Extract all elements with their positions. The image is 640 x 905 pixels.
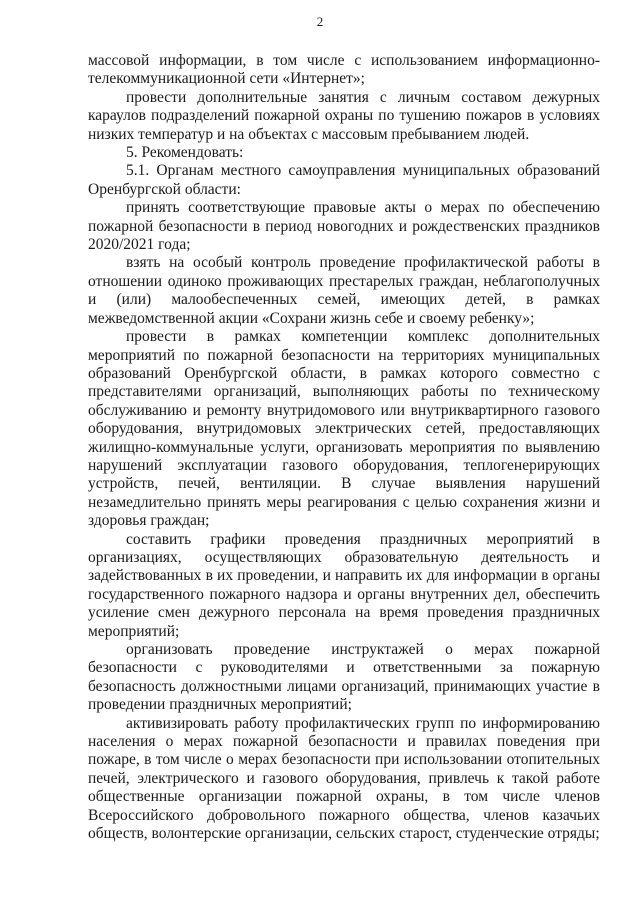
paragraph: провести в рамках компетенции комплекс дополнительных мероприятий по пожарной безопасности на территориях муниципальных образований Оренбургской области, в рамках которого совместно с представителями организаций, выполняющих работы по техническому обслуживанию и ремонту внутридомового или внутриквартирного газового оборудования, внутридомовых электрических сетей, предоставляющих жилищно-коммунальные услуги, организовать мероприятия по выявлению нарушений эксплуатации газового оборудования, теплогенерирующих устройств, печей, вентиляции. В случае выявления нарушений незамедлительно принять меры реагирования с целью сохранения жизни и здоровья граждан; [88,328,600,530]
paragraph: провести дополнительные занятия с личным составом дежурных караулов подразделений пожарной охраны по тушению пожаров в условиях низких температур и на объектах с массовым пребыванием людей. [88,88,600,143]
paragraph: составить графики проведения праздничных мероприятий в организациях, осуществляющих образовательную деятельность и задействованных в их проведении, и направить их для информации в органы государственного пожарного надзора и органы внутренних дел, обеспечить усиление смен дежурного персонала на время проведения праздничных мероприятий; [88,530,600,640]
document-body [88,52,600,843]
page-number: 2 [316,14,324,29]
paragraph: взять на особый контроль проведение профилактической работы в отношении одиноко проживающих престарелых граждан, неблагополучных и (или) малообеспеченных семей, имеющих детей, в рамках межведомственной акции «Сохрани жизнь себе и своему ребенку»; [88,254,600,327]
paragraph: 5. Рекомендовать: [126,144,244,162]
paragraph: принять соответствующие правовые акты о мерах по обеспечению пожарной безопасности в период новогодних и рождественских праздников 2020/2021 года; [88,199,600,254]
paragraph: 5.1. Органам местного самоуправления муниципальных образований Оренбургской области: [88,162,600,198]
paragraph: массовой информации, в том числе с использованием информационно-телекоммуникационной сети «Интернет»; [88,52,600,88]
paragraph: организовать проведение инструктажей о мерах пожарной безопасности с руководителями и ответственными за пожарную безопасность должностными лицами организаций, принимающих участие в проведении праздничных мероприятий; [88,641,600,714]
paragraph: активизировать работу профилактических групп по информированию населения о мерах пожарной безопасности и правилах поведения при пожаре, в том числе о мерах безопасности при использовании отопительных печей, электрического и газового оборудования, привлечь к такой работе общественные организации пожарной охраны, в том числе членов Всероссийского добровольного пожарного общества, членов казачьих обществ, волонтерские организации, сельских старост, студенческие отряды; [88,714,600,843]
